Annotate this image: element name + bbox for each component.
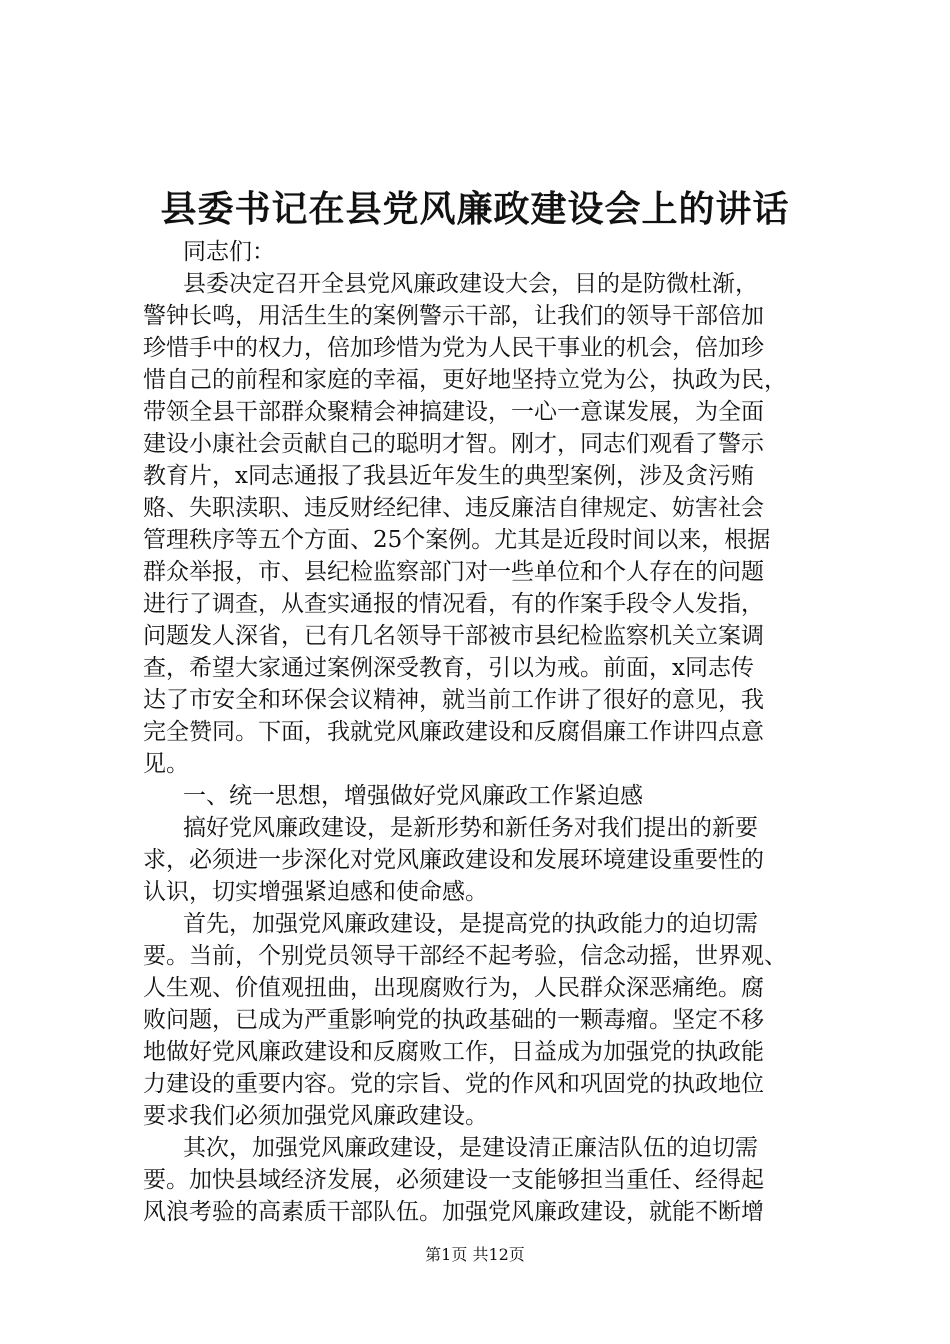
body-line: 进行了调查，从查实通报的情况看，有的作案手段令人发指， [143,591,764,617]
body-line: 见。 [143,751,189,777]
body-line: 要。加快县域经济发展，必须建设一支能够担当重任、经得起 [143,1167,764,1193]
body-line: 败问题，已成为严重影响党的执政基础的一颗毒瘤。坚定不移 [143,1007,764,1033]
body-line: 群众举报，市、县纪检监察部门对一些单位和个人存在的问题 [143,559,764,585]
body-line: 地做好党风廉政建设和反腐败工作，日益成为加强党的执政能 [143,1039,764,1065]
body-line: 带领全县干部群众聚精会神搞建设，一心一意谋发展，为全面 [143,399,764,425]
document-title: 县委书记在县党风廉政建设会上的讲话 [160,188,790,230]
body-line: 建设小康社会贡献自己的聪明才智。刚才，同志们观看了警示 [143,431,764,457]
document-body [143,236,843,1228]
body-line: 要。当前，个别党员领导干部经不起考验，信念动摇，世界观、 [143,943,787,969]
body-line: 县委决定召开全县党风廉政建设大会，目的是防微杜渐， [183,271,758,297]
body-line: 问题发人深省，已有几名领导干部被市县纪检监察机关立案调 [143,623,764,649]
body-line: 完全赞同。下面，我就党风廉政建设和反腐倡廉工作讲四点意 [143,719,764,745]
body-line: 求，必须进一步深化对党风廉政建设和发展环境建设重要性的 [143,847,764,873]
body-line: 警钟长鸣，用活生生的案例警示干部，让我们的领导干部倍加 [143,303,764,329]
body-line: 一、统一思想，增强做好党风廉政工作紧迫感 [183,783,643,809]
page-number-footer: 第1页 共12页 [425,1245,525,1264]
body-line: 达了市安全和环保会议精神，就当前工作讲了很好的意见，我 [143,687,764,713]
body-line: 赂、失职渎职、违反财经纪律、违反廉洁自律规定、妨害社会 [143,495,764,521]
body-line: 其次，加强党风廉政建设，是建设清正廉洁队伍的迫切需 [183,1135,758,1161]
body-line: 惜自己的前程和家庭的幸福，更好地坚持立党为公，执政为民， [143,367,787,393]
body-line: 管理秩序等五个方面、25个案例。尤其是近段时间以来，根据 [143,527,771,553]
body-line: 力建设的重要内容。党的宗旨、党的作风和巩固党的执政地位 [143,1071,764,1097]
body-line: 人生观、价值观扭曲，出现腐败行为，人民群众深恶痛绝。腐 [143,975,764,1001]
body-line: 风浪考验的高素质干部队伍。加强党风廉政建设，就能不断增 [143,1199,764,1225]
body-line: 教育片，x同志通报了我县近年发生的典型案例，涉及贪污贿 [143,463,754,489]
body-line: 搞好党风廉政建设，是新形势和新任务对我们提出的新要 [183,815,758,841]
body-line: 查，希望大家通过案例深受教育，引以为戒。前面，x同志传 [143,655,754,681]
body-line: 认识，切实增强紧迫感和使命感。 [143,879,488,905]
body-line: 首先，加强党风廉政建设，是提高党的执政能力的迫切需 [183,911,758,937]
body-line: 要求我们必须加强党风廉政建设。 [143,1103,488,1129]
body-line: 同志们： [183,239,275,265]
body-line: 珍惜手中的权力，倍加珍惜为党为人民干事业的机会，倍加珍 [143,335,764,361]
